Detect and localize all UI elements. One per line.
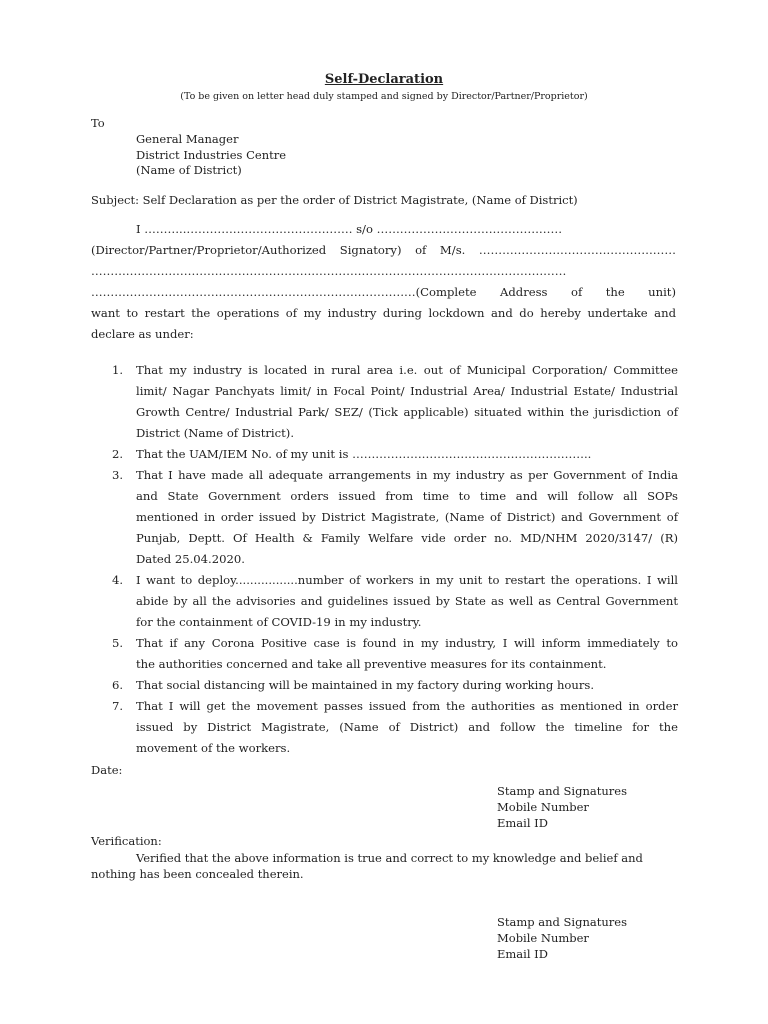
list-item-text: That I have made all adequate arrangements in my industry as per Government of India and State Government orders issued from time to time and will follow all SOPs mentioned in order issued by District Magistrate, (Name of District) and Government of Punjab, Deptt. Of Health & Family Welfare vide order no. MD/NHM 2020/3147/ (R) Dated 25.04.2020. (136, 468, 678, 566)
verification-stamp-label: Stamp and Signatures (497, 915, 627, 929)
signature-email-label: Email ID (497, 816, 548, 830)
list-item (112, 633, 678, 675)
list-item-number: 6. (112, 678, 124, 692)
document-subtitle: (To be given on letter head duly stamped and signed by Director/Partner/Proprietor) (180, 91, 588, 102)
signature-mobile-label: Mobile Number (497, 800, 589, 814)
verification-line-2: nothing has been concealed therein. (91, 867, 304, 881)
verification-line-1: Verified that the above information is true and correct to my knowledge and belief and (136, 851, 643, 865)
list-item (112, 360, 678, 444)
signature-stamp-label: Stamp and Signatures (497, 784, 627, 798)
list-item-number: 2. (112, 447, 124, 461)
list-item-number: 1. (112, 363, 124, 377)
declaration-line-5: want to restart the operations of my industry during lockdown and do hereby undertake and (91, 306, 676, 320)
list-item-text: I want to deploy.................number of workers in my unit to restart the operations. I will abide by all the advisories and guidelines issued by State as well as Central Government for the containment of COVID-19 in my industry. (136, 573, 678, 629)
document-title: Self-Declaration (324, 72, 444, 87)
subject-line: Subject: Self Declaration as per the order of District Magistrate, (Name of District) (91, 193, 578, 207)
verification-mobile-label: Mobile Number (497, 931, 589, 945)
list-item-number: 4. (112, 573, 124, 587)
list-item (112, 696, 678, 759)
list-item-number: 7. (112, 699, 124, 713)
list-item-text: That my industry is located in rural area i.e. out of Municipal Corporation/ Committee limit/ Nagar Panchyats limit/ in Focal Point/ Industrial Area/ Industrial Estate/ Industrial Growth Centre/ Industrial Park/ SEZ/ (Tick applicable) situated within the jurisdiction of District (Name of District). (136, 363, 678, 440)
addressee-line-1: General Manager (136, 132, 239, 146)
addressee-line-2: District Industries Centre (136, 148, 287, 162)
declaration-line-4: …………………………………………………………………………(Complete Address of the unit) (91, 285, 676, 299)
list-item-text: That social distancing will be maintained in my factory during working hours. (136, 678, 595, 692)
declaration-line-1: I ………..……………………………………. s/o ………………………………………… (136, 222, 563, 236)
list-item-text: That I will get the movement passes issued from the authorities as mentioned in order issued by District Magistrate, (Name of District) and follow the timeline for the movement of the workers. (136, 699, 678, 755)
declaration-line-2: (Director/Partner/Proprietor/Authorized Signatory) of M/s. …………………………………………… (91, 243, 676, 257)
to-label: To (91, 116, 105, 130)
list-item (112, 444, 678, 465)
addressee-line-3: (Name of District) (136, 163, 242, 177)
verification-label: Verification: (91, 834, 162, 848)
list-item (112, 675, 678, 696)
declaration-line-3: …………………………………………………………………………………………………………… (91, 264, 567, 278)
date-label: Date: (91, 763, 123, 777)
list-item (112, 570, 678, 633)
list-item (112, 465, 678, 570)
list-item-text: That if any Corona Positive case is found in my industry, I will inform immediately to the authorities concerned and take all preventive measures for its containment. (136, 636, 678, 671)
list-item-number: 3. (112, 468, 124, 482)
declaration-line-6: declare as under: (91, 327, 194, 341)
list-item-number: 5. (112, 636, 124, 650)
list-item-text: That the UAM/IEM No. of my unit is …………………………………………………….. (136, 447, 592, 461)
verification-email-label: Email ID (497, 947, 548, 961)
